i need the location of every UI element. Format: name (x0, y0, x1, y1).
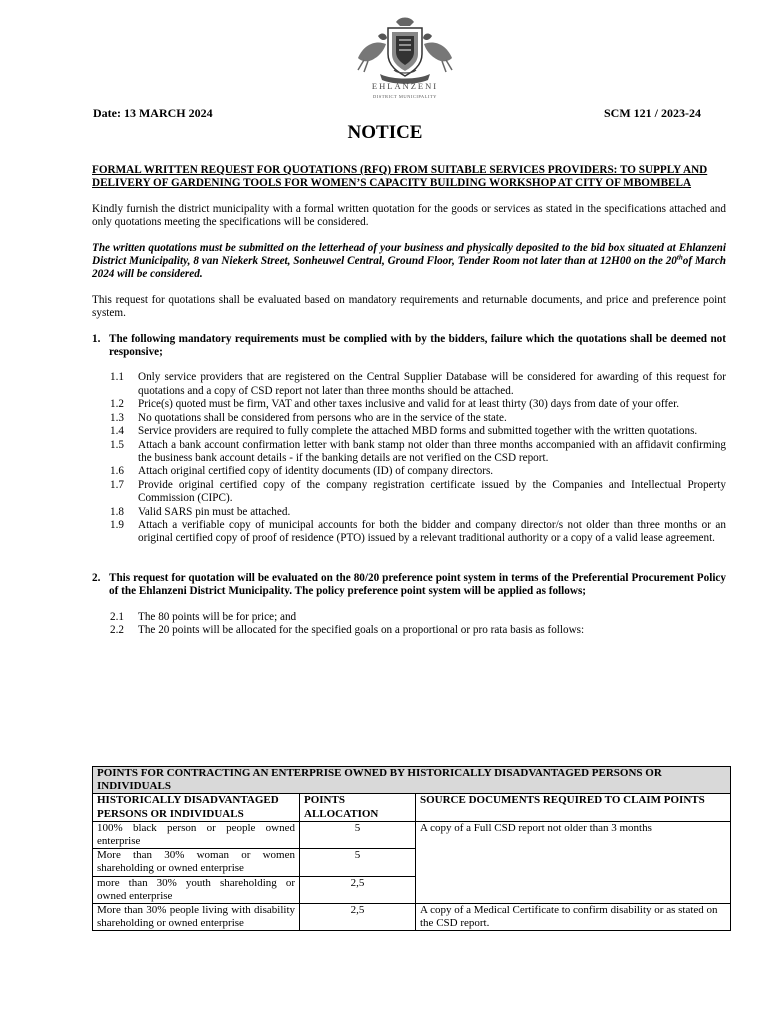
list-item (110, 425, 726, 438)
item-number: 1.8 (110, 505, 124, 518)
item-number: 1.1 (110, 371, 124, 384)
item-text: Price(s) quoted must be firm, VAT and other taxes inclusive and valid for at least thirty (30) days from date of your offer. (138, 398, 680, 411)
group-cell: More than 30% people living with disability shareholding or owned enterprise (93, 904, 300, 931)
logo-wordmark: EHLANZENI (371, 81, 439, 91)
item-number: 1.4 (110, 425, 124, 438)
item-number: 1.2 (110, 398, 124, 411)
intro-paragraph: Kindly furnish the district municipality with a formal written quotation for the goods or services as stated in the specifications attached and only quotations meeting the specifications will be considered. (92, 202, 726, 229)
points-list (92, 611, 726, 638)
table-row (93, 904, 731, 931)
document-body (92, 164, 726, 637)
item-text: Attach a bank account confirmation letter with bank stamp not older than three months accompanied with an affidavit confirming the business bank account details - if the banking details are not verified on the CSD report. (138, 438, 726, 464)
source-cell-medical: A copy of a Medical Certificate to confirm disability or as stated on the CSD report. (416, 904, 731, 931)
points-cell: 5 (300, 849, 416, 876)
submission-text-a: The written quotations must be submitted on the letterhead of your business and physically deposited to the bid box situated at Ehlanzeni District Municipality, 8 van Niekerk Street, Sonheuwel Central, Ground Floor, Tender Room not later than at 12H00 on the 20 (92, 241, 726, 268)
list-item (110, 398, 726, 411)
item-text: The 20 points will be allocated for the specified goals on a proportional or pro rata basis as follows: (138, 623, 585, 636)
item-text: The 80 points will be for price; and (138, 610, 297, 623)
requirements-list (92, 371, 726, 545)
list-item (110, 611, 726, 624)
column-header-group: HISTORICALLY DISADVANTAGED PERSONS OR INDIVIDUALS (93, 794, 300, 821)
table-header-row (93, 794, 731, 821)
item-text: Service providers are required to fully complete the attached MBD forms and submitted together with the written quotations. (138, 425, 698, 438)
list-item (110, 412, 726, 425)
list-item (110, 519, 726, 546)
section-number: 1. (92, 332, 101, 345)
group-cell: more than 30% youth shareholding or owned enterprise (93, 876, 300, 903)
list-item (110, 506, 726, 519)
item-number: 1.6 (110, 465, 124, 478)
section-2 (92, 572, 726, 599)
notice-date: Date: 13 MARCH 2024 (93, 106, 213, 120)
points-table (92, 766, 731, 931)
group-cell: More than 30% woman or women shareholding or owned enterprise (93, 849, 300, 876)
item-text: Provide original certified copy of the company registration certificate issued by the Companies and Intellectual Property Commission (CIPC). (138, 478, 726, 505)
list-item (110, 465, 726, 478)
group-cell: 100% black person or people owned enterprise (93, 821, 300, 848)
evaluation-paragraph: This request for quotations shall be evaluated based on mandatory requirements and returnable documents, and price and preference point system. (92, 293, 726, 320)
item-number: 2.2 (110, 623, 124, 636)
column-header-source: SOURCE DOCUMENTS REQUIRED TO CLAIM POINTS (416, 794, 731, 821)
item-number: 2.1 (110, 610, 124, 623)
item-text: Attach original certified copy of identity documents (ID) of company directors. (138, 465, 494, 478)
item-number: 1.9 (110, 518, 124, 531)
points-cell: 2,5 (300, 876, 416, 903)
item-text: Valid SARS pin must be attached. (138, 505, 291, 518)
item-number: 1.7 (110, 478, 124, 491)
section-1 (92, 333, 726, 360)
item-number: 1.5 (110, 438, 124, 451)
section-heading: The following mandatory requirements must be complied with by the bidders, failure which the quotations shall be deemed not responsive; (109, 332, 726, 359)
rfq-title: FORMAL WRITTEN REQUEST FOR QUOTATIONS (RFQ) FROM SUITABLE SERVICES PROVIDERS: TO SUPPLY AND DELIVERY OF GARDENING TOOLS FOR WOMEN’S CAPACITY BUILDING WORKSHOP AT CITY OF MBOMBELA (92, 164, 708, 190)
page-title: NOTICE (347, 122, 423, 143)
points-cell: 2,5 (300, 904, 416, 931)
section-number: 2. (92, 571, 101, 584)
item-number: 1.3 (110, 411, 124, 424)
table-heading: POINTS FOR CONTRACTING AN ENTERPRISE OWNED BY HISTORICALLY DISADVANTAGED PERSONS OR INDIVIDUALS (93, 767, 731, 794)
submission-superscript: th (676, 253, 683, 262)
reference-number: SCM 121 / 2023-24 (604, 106, 701, 120)
list-item (110, 439, 726, 466)
item-text: No quotations shall be considered from persons who are in the service of the state. (138, 411, 507, 424)
table-heading-row (93, 767, 731, 794)
submission-paragraph (92, 242, 726, 282)
item-text: Only service providers that are registered on the Central Supplier Database will be considered for awarding of this request for quotations and a copy of CSD report not later than three months should be attached. (138, 371, 726, 397)
item-text: Attach a verifiable copy of municipal accounts for both the bidder and company director/s not older than three months or an original certified copy of proof of residence (PTO) issued by a relevant traditional authority or a copy of a valid lease agreement. (138, 518, 726, 545)
column-header-points: POINTS ALLOCATION (300, 794, 416, 821)
section-heading: This request for quotation will be evaluated on the 80/20 preference point system in terms of the Preferential Procurement Policy of the Ehlanzeni District Municipality. The policy preference point system will be applied as follows; (109, 571, 726, 598)
logo-subtitle: DISTRICT MUNICIPALITY (373, 94, 437, 99)
submission-text-b: of March 2024 will be considered. (92, 255, 727, 281)
list-item (110, 479, 726, 506)
points-cell: 5 (300, 821, 416, 848)
table-row (93, 821, 731, 848)
source-cell-csd: A copy of a Full CSD report not older than 3 months (416, 821, 731, 903)
list-item (110, 624, 726, 637)
list-item (110, 371, 726, 398)
